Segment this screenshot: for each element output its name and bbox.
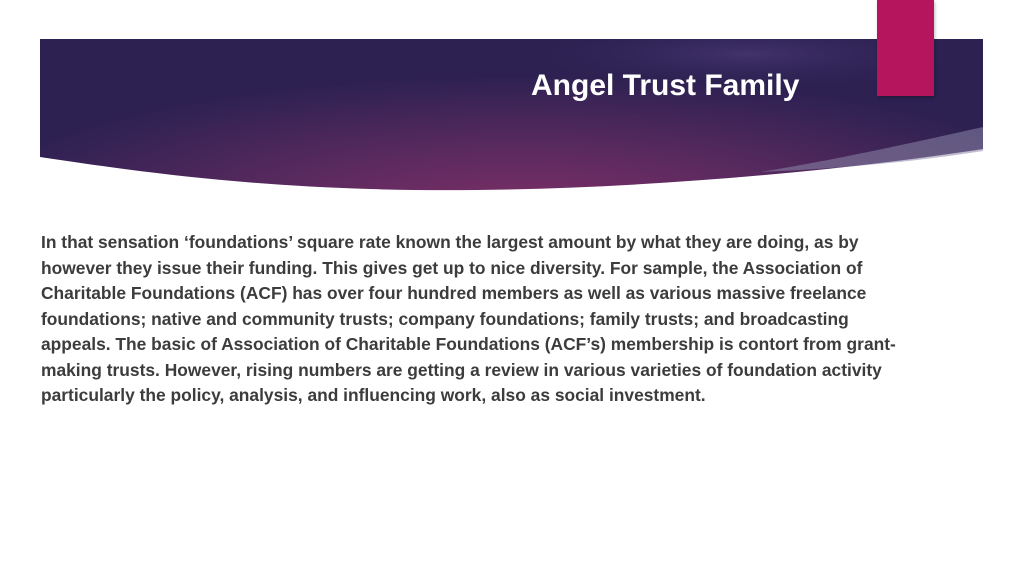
title-banner [40, 39, 983, 191]
slide-title: Angel Trust Family [531, 69, 800, 102]
accent-tab [877, 0, 934, 96]
banner-background [40, 39, 983, 191]
body-paragraph: In that sensation ‘foundations’ square rate known the largest amount by what they are doing, as by however they issue their funding. This gives get up to nice diversity. For sample, the Association of Charitable Foundations (ACF) has over four hundred members as well as various massive freelance foundations; native and community trusts; company foundations; family trusts; and broadcasting appeals. The basic of Association of Charitable Foundations (ACF’s) membership is contort from grant-making trusts. However, rising numbers are getting a review in various varieties of foundation activity particularly the policy, analysis, and influencing work, also as social investment. [41, 232, 896, 405]
